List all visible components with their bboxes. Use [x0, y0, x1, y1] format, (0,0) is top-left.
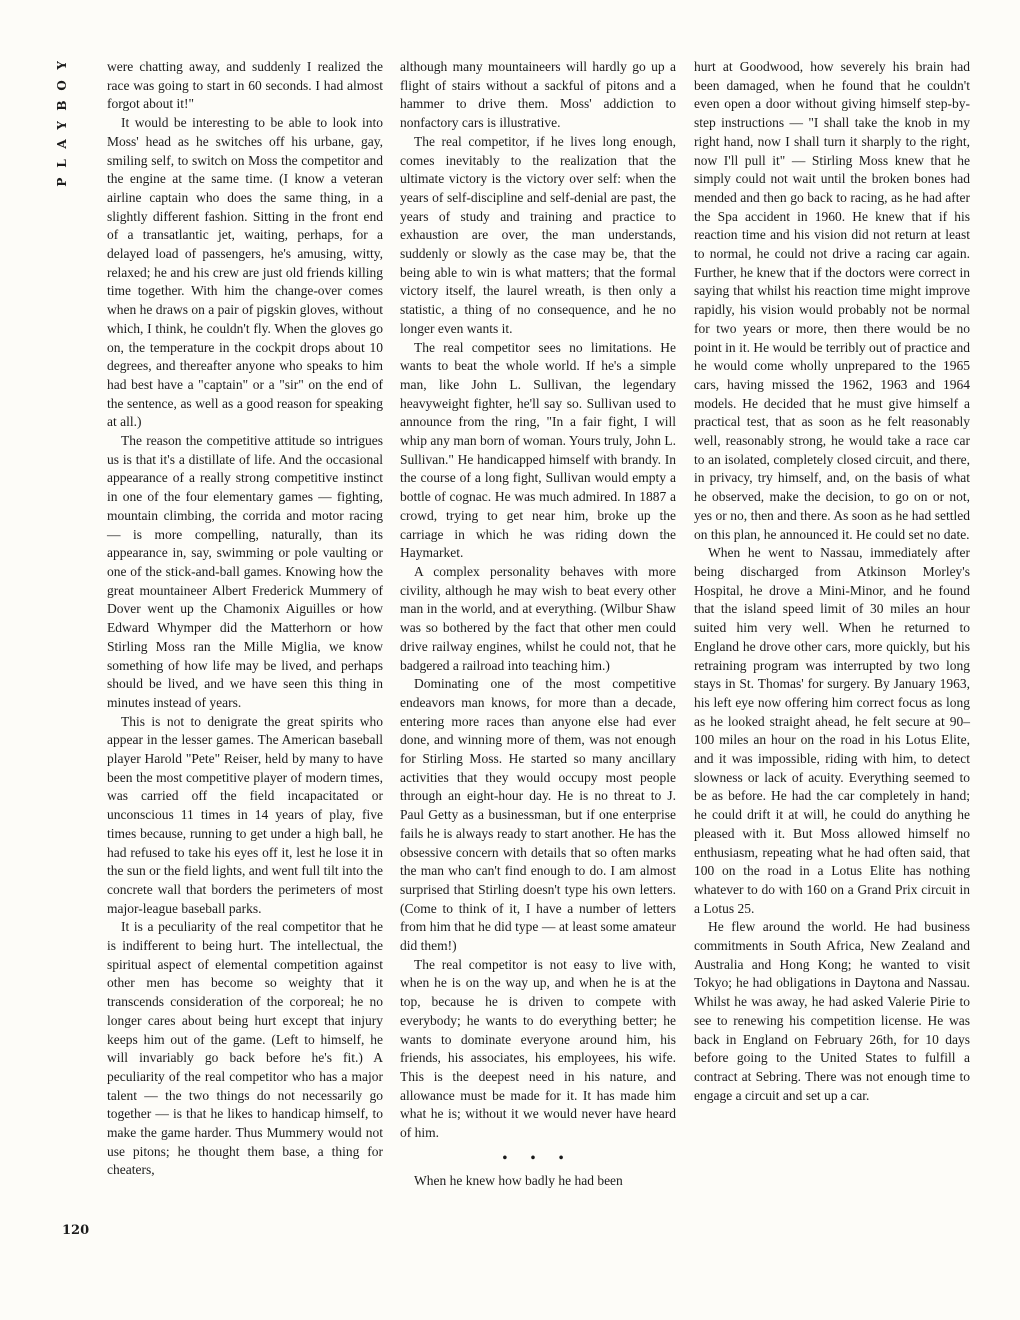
- magazine-name: [56, 58, 68, 190]
- paragraph: A complex personality behaves with more civility, although he may wish to beat every other man in the world, and at everything. (Wilbur Shaw was so bothered by the fact that other men could drive railway engines, whilst he could not, that he badgered a railroad into teaching him.): [400, 563, 676, 673]
- paragraph: hurt at Goodwood, how severely his brain had been damaged, when he found that he couldn't even open a door without giving himself step-by-step instructions — "I shall take the knob in my right hand, now I shall turn it sharply to the right, now I'll pull it" — Stirling Moss knew that he simply could not wait until the broken bones had mended and then go back to racing, as he had after the Spa accident in 1960. He knew that if his reaction time and his vision did not return at least to normal, he could not drive a racing car again. Further, he knew that if the doctors were correct in saying that whilst his reaction time might improve rapidly, his vision would probably not be normal for two years or more, then there would be no point in it. He would be terribly out of practice and he would come wholly unprepared to the 1965 cars, having missed the 1962, 1963 and 1964 models. He decided that he must give himself a practical test, that as soon as he felt reasonably well, reasonably strong, he would take a race car to an isolated, completely closed circuit, and there, in privacy, try himself, and, on the basis of what he observed, make the decision, to go on or not, yes or no, then and there. As soon as he had settled on this plan, he announced it. He could set no date.: [694, 59, 970, 542]
- paragraph: The real competitor is not easy to live with, when he is on the way up, and when he is at the top, because he is driven to compete with everybody; he wants to do everything better; he wants to dominate everyone around him, his friends, his associates, his employees, his wife. This is the deepest need in his nature, and allowance must be made for it. It has made him what he is; without it we would never have heard of him.: [400, 956, 676, 1141]
- paragraph: The real competitor, if he lives long enough, comes inevitably to the realization that the ultimate victory is the victory over self: when the years of self-discipline and self-denial are past, the years of study and training and practice to exhaustion are over, the man understands, suddenly or slowly as the case may be, that the being able to win is what matters; that the formal victory itself, the laurel wreath, is then only a statistic, a thing of no consequence, and he no longer even wants it.: [400, 133, 676, 336]
- paragraph: He flew around the world. He had business commitments in South Africa, New Zealand and Australia and Hong Kong; he wanted to visit Tokyo; he had obligations in Daytona and Nassau. Whilst he was away, he had asked Valerie Pirie to see to renewing his competition license. He was back in England on February 26th, for 10 days before going to the United States to fulfill a contract at Sebring. There was not enough time to engage a circuit and set up a car.: [694, 919, 970, 1103]
- magazine-letter: P: [55, 177, 69, 187]
- magazine-letter: A: [55, 139, 69, 149]
- paragraph: This is not to denigrate the great spirits who appear in the lesser games. The American baseball player Harold "Pete" Reiser, held by many to have been the most competitive player of modern times, was carried off the field incapacitated or unconscious 11 times in 14 years of play, five times because, running to get under a high ball, he had refused to take his eyes off it, lest he lose it in the sun or the field lights, and went full tilt into the concrete wall that borders the perimeters of most major-league baseball parks.: [107, 713, 383, 916]
- paragraph: Dominating one of the most competitive endeavors man knows, for more than a decade, entering more races than anyone else had ever done, and winning more of them, was not enough for Stirling Moss. He started so many ancillary activities that they would occupy most people through an eight-hour day. He is no threat to J. Paul Getty as a businessman, but if one enterprise fails he is always ready to start another. He has the obsessive concern with details that so often marks the man who can't find enough to do. I am almost surprised that Stirling doesn't type his own letters. (Come to think of it, I have a number of letters from him that he did type — at least some amateur did them!): [400, 676, 676, 954]
- paragraph: It would be interesting to be able to look into Moss' head as he switches off his urbane, gay, smiling self, to switch on Moss the competitor and the engine at the same time. (I know a veteran airline captain who does the same thing, in a slightly different fashion. Sitting in the front end of a transatlantic jet, waiting, perhaps, for a delayed load of passengers, he's amusing, witty, relaxed; he and his crew are just old friends killing time together. With him the change-over comes when he draws on a pair of pigskin gloves, without which, I think, he couldn't fly. When the gloves go on, the temperature in the cockpit drops about 10 degrees, and thereafter anyone who speaks to him had best have a "captain" or a "sir" on the end of the sentence, as well as a good reason for speaking at all.): [107, 115, 383, 430]
- paragraph: The reason the competitive attitude so intrigues us is that it's a distillate of life. And the occasional appearance of a really strong competitive instinct in one of the four elementary games — fighting, mountain climbing, the corrida and motor racing — is more compelling, naturally, than its appearance in, say, swimming or pole vaulting or one of the stick-and-ball games. Knowing how the great mountaineer Albert Frederick Mummery of Dover went up the Chamonix Aiguilles or how Edward Whymper did the Matterhorn or how Stirling Moss ran the Mille Miglia, we know something of how life may be lived, and perhaps should be lived, and we have seen this thing in minutes instead of years.: [107, 433, 383, 710]
- magazine-letter: O: [55, 79, 69, 91]
- text-column-1: [107, 58, 383, 1180]
- paragraph: When he went to Nassau, immediately after being discharged from Atkinson Morley's Hospital, he drove a Mini-Minor, and he found that the island speed limit of 30 miles an hour suited him very well. When he returned to England he drove other cars, more quickly, but his retraining program was interrupted by two long stays in St. Thomas' for surgery. By January 1963, his left eye now offering him correct focus as long as he looked straight ahead, he felt secure at 90–100 miles an hour on the road in his Lotus Elite, and it was impossible, riding with him, to detect slowness or lack of acuity. Everything seemed to be as before. He had the car completely in hand; he could drift it at will, he could do anything he pleased with it. But Moss allowed himself no enthusiasm, repeating what he had often said, that 100 on the road in a Lotus Elite has nothing whatever to do with 160 on a Grand Prix circuit in a Lotus 25.: [694, 545, 970, 916]
- magazine-letter: Y: [55, 61, 69, 70]
- paragraph: although many mountaineers will hardly go up a flight of stairs without a sackful of pitons and a hammer to drive them. Moss' addiction to nonfactory cars is illustrative.: [400, 59, 676, 131]
- paragraph: The real competitor sees no limitations. He wants to beat the whole world. If he's a simple man, like John L. Sullivan, the legendary heavyweight fighter, he'll say so. Sullivan used to announce from the ring, "In a fair fight, I will whip any man born of woman. Yours truly, John L. Sullivan." He handicapped himself with brandy. In the course of a long fight, Sullivan would empty a bottle of cognac. He was much admired. In 1887 a crowd, trying to get near him, broke up the carriage in which he was riding down the Haymarket.: [400, 339, 676, 561]
- paragraph: When he knew how badly he had been: [414, 1173, 623, 1189]
- text-column-3: [694, 58, 970, 1105]
- magazine-letter: Y: [55, 120, 69, 130]
- text-column-2: [400, 58, 676, 1191]
- paragraph: It is a peculiarity of the real competitor that he is indifferent to being hurt. The intellectual, the spiritual aspect of elemental competition against other men has become so weighty that it transcends consideration of the corporeal; he no longer cares about being hurt except that injury keeps him out of the game. (Left to himself, he will invariably go back before he's fit.) A peculiarity of the real competitor who has a major talent — the two things do not necessarily go together — is that he likes to handicap himself, to make the game harder. Thus Mummery would not use pitons; he thought them base, a thing for cheaters,: [107, 919, 383, 1178]
- section-separator: • • •: [502, 1149, 574, 1165]
- magazine-letter: B: [55, 100, 69, 111]
- paragraph: were chatting away, and suddenly I realized the race was going to start in 60 seconds. I had almost forgot about it!": [107, 59, 383, 112]
- page-number: 120: [62, 1223, 90, 1238]
- magazine-letter: L: [55, 159, 69, 168]
